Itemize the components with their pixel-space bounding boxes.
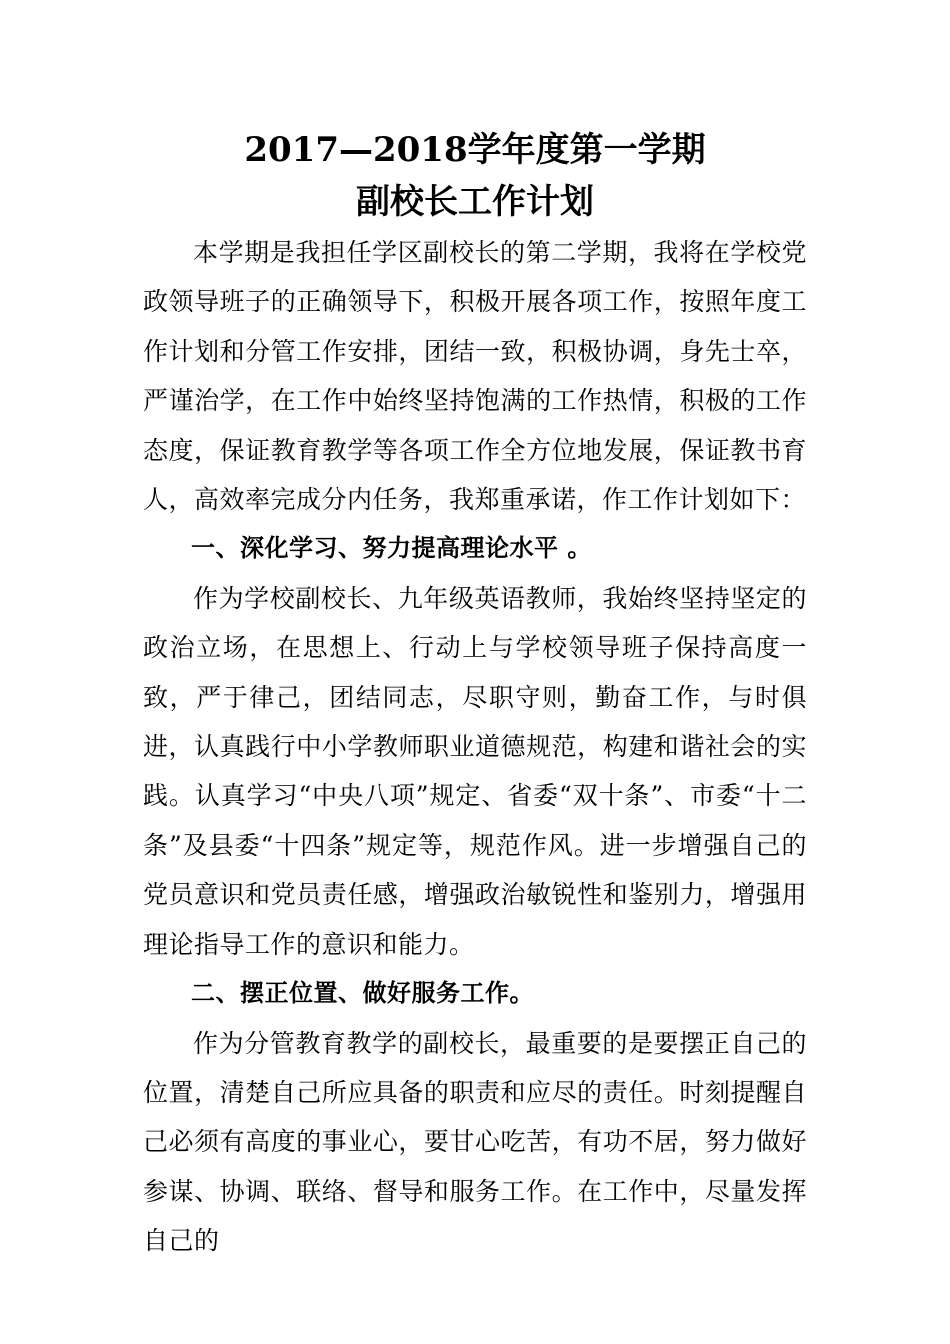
section-2-paragraph: 作为分管教育教学的副校长，最重要的是要摆正自己的位置，清楚自己所应具备的职责和应尽的责任。时刻提醒自己必须有高度的事业心，要甘心吃苦，有功不居，努力做好参谋、协调、联络、督导和服务工作。在工作中，尽量发挥自己的 — [143, 1028, 807, 1256]
section-1-paragraph: 作为学校副校长、九年级英语教师，我始终坚持坚定的政治立场，在思想上、行动上与学校领导班子保持高度一致，严于律己，团结同志，尽职守则，勤奋工作，与时俱进，认真践行中小学教师职业道德规范，构建和谐社会的实践。认真学习“中央八项”规定、省委“双十条”、市委“十二条”及县委“十四条”规定等，规范作风。进一步增强自己的党员意识和党员责任感，增强政治敏锐性和鉴别力，增强用理论指导工作的意识和能力。 — [143, 583, 807, 959]
section-heading-2: 二、摆正位置、做好服务工作。 — [191, 979, 534, 1008]
intro-paragraph: 本学期是我担任学区副校长的第二学期，我将在学校党政领导班子的正确领导下，积极开展各项工作，按照年度工作计划和分管工作安排，团结一致，积极协调，身先士卒，严谨治学，在工作中始终坚持饱满的工作热情，积极的工作态度，保证教育教学等各项工作全方位地发展，保证教书育人，高效率完成分内任务，我郑重承诺，作工作计划如下： — [143, 238, 807, 515]
section-heading-1: 一、深化学习、努力提高理论水平 。 — [191, 534, 592, 563]
document-title-line-2: 副校长工作计划 — [356, 182, 594, 222]
document-title-line-1: 2017—2018学年度第一学期 — [244, 130, 706, 170]
document-body — [143, 228, 807, 1266]
